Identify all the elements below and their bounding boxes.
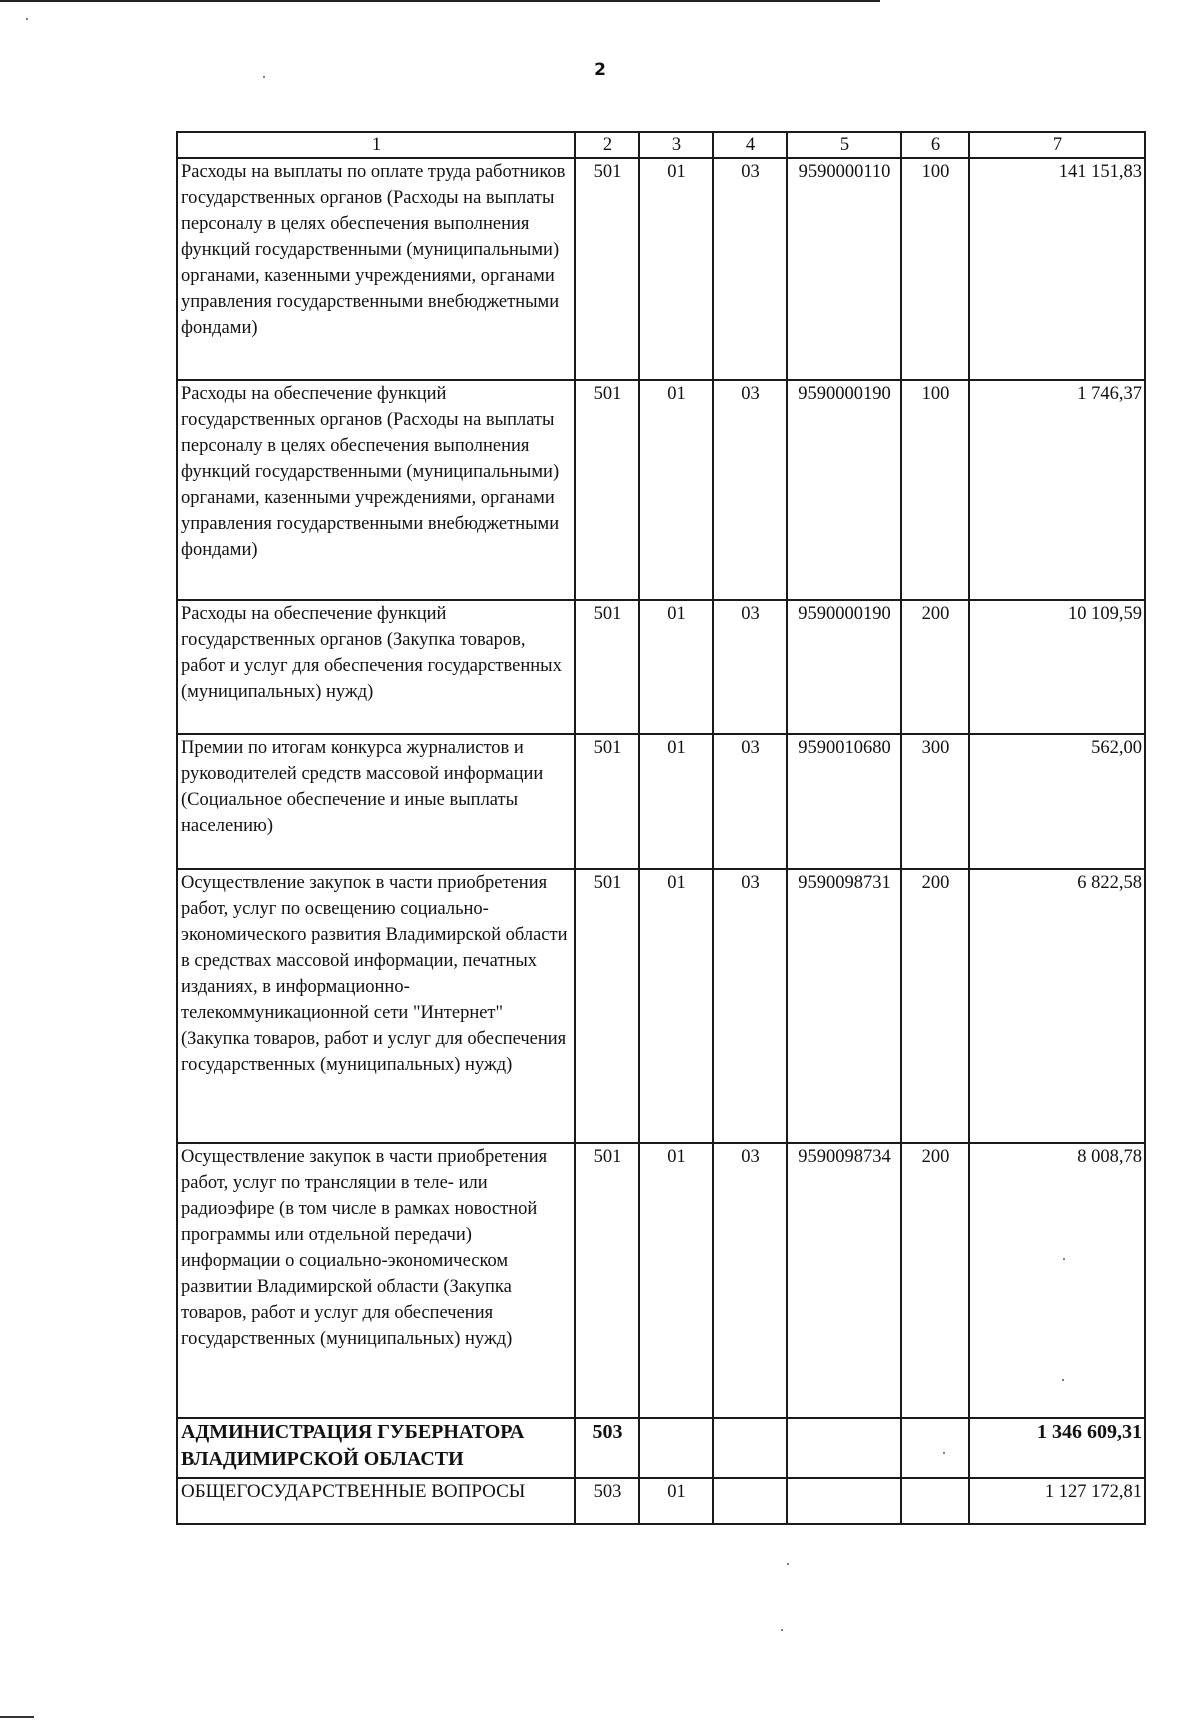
cell-subsection: 03 — [713, 380, 787, 600]
cell-subsection: 03 — [713, 734, 787, 869]
table-header-row — [177, 132, 1145, 158]
cell-section: 01 — [639, 869, 713, 1143]
cell-target-article: 9590098734 — [787, 1143, 901, 1418]
column-header: 5 — [787, 132, 901, 158]
cell-section: 01 — [639, 1143, 713, 1418]
cell-expense-type: 100 — [901, 380, 969, 600]
cell-expense-type — [901, 1418, 969, 1478]
cell-expense-type: 300 — [901, 734, 969, 869]
cell-amount: 8 008,78 — [969, 1143, 1145, 1418]
cell-section: 01 — [639, 734, 713, 869]
cell-section: 01 — [639, 600, 713, 734]
cell-admin-code: 501 — [575, 734, 639, 869]
table-row — [177, 869, 1145, 1143]
cell-subsection: 03 — [713, 1143, 787, 1418]
row-name: АДМИНИСТРАЦИЯ ГУБЕРНАТОРА ВЛАДИМИРСКОЙ ОБЛАСТИ — [177, 1418, 575, 1478]
table-row — [177, 158, 1145, 380]
cell-admin-code: 501 — [575, 869, 639, 1143]
cell-amount: 1 746,37 — [969, 380, 1145, 600]
cell-amount: 10 109,59 — [969, 600, 1145, 734]
column-header: 1 — [177, 132, 575, 158]
cell-subsection — [713, 1418, 787, 1478]
bottom-rule — [0, 1716, 34, 1718]
budget-table — [176, 131, 1146, 1525]
cell-admin-code: 501 — [575, 1143, 639, 1418]
row-name: Расходы на выплаты по оплате труда работников государственных органов (Расходы на выплаты персоналу в целях обеспечения выполнения функций государственными (муниципальными) органами, казенными учреждениями, органами управления государственными внебюджетными фондами) — [177, 158, 575, 380]
row-name: Осуществление закупок в части приобретения работ, услуг по освещению социально-экономического развития Владимирской области в средствах массовой информации, печатных изданиях, в информационно-телекоммуникационной сети "Интернет" (Закупка товаров, работ и услуг для обеспечения государственных (муниципальных) нужд) — [177, 869, 575, 1143]
cell-admin-code: 501 — [575, 158, 639, 380]
row-name: ОБЩЕГОСУДАРСТВЕННЫЕ ВОПРОСЫ — [177, 1478, 575, 1524]
cell-subsection: 03 — [713, 869, 787, 1143]
top-rule — [0, 0, 880, 2]
cell-target-article — [787, 1418, 901, 1478]
cell-amount: 6 822,58 — [969, 869, 1145, 1143]
cell-expense-type: 100 — [901, 158, 969, 380]
cell-target-article: 9590000110 — [787, 158, 901, 380]
table-row-section — [177, 1478, 1145, 1524]
cell-admin-code: 503 — [575, 1478, 639, 1524]
row-name: Осуществление закупок в части приобретения работ, услуг по трансляции в теле- или радиоэфире (в том числе в рамках новостной программы или отдельной передачи) информации о социально-экономическом развитии Владимирской области (Закупка товаров, работ и услуг для обеспечения государственных (муниципальных) нужд) — [177, 1143, 575, 1418]
cell-admin-code: 501 — [575, 380, 639, 600]
cell-expense-type — [901, 1478, 969, 1524]
column-header: 4 — [713, 132, 787, 158]
cell-expense-type: 200 — [901, 869, 969, 1143]
cell-target-article: 9590010680 — [787, 734, 901, 869]
table-row — [177, 734, 1145, 869]
table-row-department — [177, 1418, 1145, 1478]
cell-subsection: 03 — [713, 600, 787, 734]
cell-admin-code: 501 — [575, 600, 639, 734]
table-row — [177, 1143, 1145, 1418]
cell-section — [639, 1418, 713, 1478]
cell-target-article: 9590000190 — [787, 380, 901, 600]
cell-section: 01 — [639, 380, 713, 600]
table-row — [177, 600, 1145, 734]
cell-section: 01 — [639, 158, 713, 380]
row-name: Расходы на обеспечение функций государственных органов (Расходы на выплаты персоналу в целях обеспечения выполнения функций государственными (муниципальными) органами, казенными учреждениями, органами управления государственными внебюджетными фондами) — [177, 380, 575, 600]
cell-amount: 1 127 172,81 — [969, 1478, 1145, 1524]
column-header: 6 — [901, 132, 969, 158]
column-header: 7 — [969, 132, 1145, 158]
cell-target-article: 9590098731 — [787, 869, 901, 1143]
cell-amount: 562,00 — [969, 734, 1145, 869]
cell-section: 01 — [639, 1478, 713, 1524]
cell-subsection: 03 — [713, 158, 787, 380]
page-number: 2 — [594, 60, 606, 80]
row-name: Расходы на обеспечение функций государственных органов (Закупка товаров, работ и услуг для обеспечения государственных (муниципальных) нужд) — [177, 600, 575, 734]
column-header: 3 — [639, 132, 713, 158]
cell-target-article — [787, 1478, 901, 1524]
cell-expense-type: 200 — [901, 600, 969, 734]
cell-admin-code: 503 — [575, 1418, 639, 1478]
cell-target-article: 9590000190 — [787, 600, 901, 734]
cell-amount: 1 346 609,31 — [969, 1418, 1145, 1478]
table-row — [177, 380, 1145, 600]
cell-subsection — [713, 1478, 787, 1524]
cell-amount: 141 151,83 — [969, 158, 1145, 380]
row-name: Премии по итогам конкурса журналистов и руководителей средств массовой информации (Социальное обеспечение и иные выплаты населению) — [177, 734, 575, 869]
column-header: 2 — [575, 132, 639, 158]
cell-expense-type: 200 — [901, 1143, 969, 1418]
